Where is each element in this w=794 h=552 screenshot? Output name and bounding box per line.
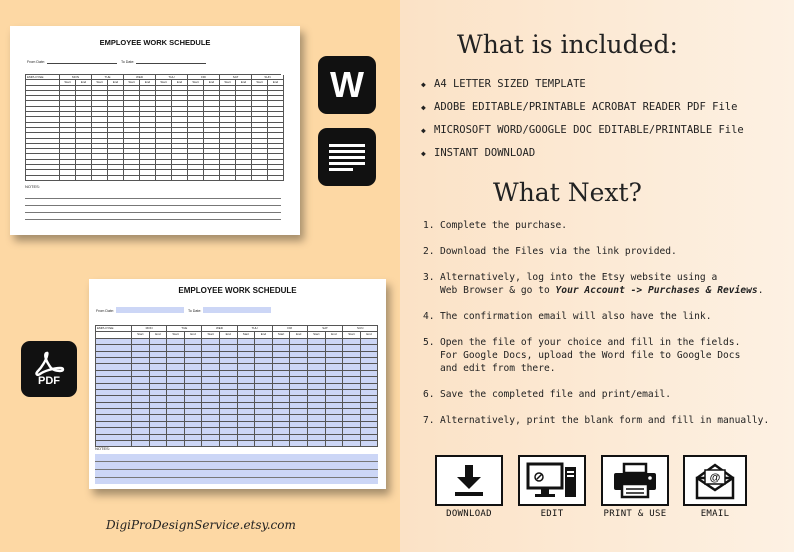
grid-cell	[252, 176, 268, 181]
to-date-field	[203, 307, 271, 313]
notes-label: NOTES:	[95, 446, 110, 451]
computer-icon	[525, 461, 579, 501]
notes-line	[25, 212, 281, 213]
from-date-label: From Date:	[27, 60, 45, 64]
day-header: FRI	[273, 326, 308, 332]
day-header: SAT	[308, 326, 343, 332]
grid-cell	[273, 441, 291, 447]
notes-line	[25, 198, 281, 199]
step-item: 3. Alternatively, log into the Etsy website using a Web Browser & go to Your Account -> Purchases & Reviews.	[423, 272, 764, 296]
email-tile	[683, 455, 747, 519]
grid-cell	[167, 441, 185, 447]
grid-cell	[343, 441, 361, 447]
schedule-preview-pdf	[89, 279, 386, 489]
day-header: SUN	[252, 75, 284, 80]
grid-cell	[308, 441, 326, 447]
from-date-line	[47, 60, 117, 64]
end-header: End	[108, 80, 124, 85]
employee-header: EMPLOYEE	[26, 75, 60, 80]
from-date-label: From Date:	[96, 309, 114, 313]
grid-cell	[140, 176, 156, 181]
shop-url: DigiProDesignService.etsy.com	[106, 518, 296, 532]
schedule-preview-word	[10, 26, 300, 235]
day-header: TUE	[92, 75, 124, 80]
grid-cell	[185, 441, 203, 447]
schedule-title: EMPLOYEE WORK SCHEDULE	[178, 286, 297, 295]
grid-cell	[290, 441, 308, 447]
grid-cell	[255, 441, 273, 447]
step-item: 1. Complete the purchase.	[423, 220, 568, 231]
included-item: ◆ INSTANT DOWNLOAD	[421, 147, 536, 159]
grid-cell	[202, 441, 220, 447]
next-steps-list	[423, 219, 769, 440]
day-header: THU	[238, 326, 273, 332]
start-header: Start	[273, 332, 291, 338]
acrobat-pdf-icon	[21, 341, 77, 397]
grid-cell	[132, 441, 150, 447]
grid-cell	[238, 441, 256, 447]
email-label: EMAIL	[700, 509, 730, 519]
notes-label: NOTES:	[25, 184, 40, 189]
start-header: Start	[308, 332, 326, 338]
day-header: WED	[202, 326, 237, 332]
included-list	[421, 77, 744, 169]
end-header: End	[220, 332, 238, 338]
to-date-line	[136, 60, 206, 64]
download-label: DOWNLOAD	[446, 509, 492, 519]
acrobat-logo-icon	[32, 351, 66, 377]
start-header: Start	[60, 80, 76, 85]
notes-line	[95, 469, 378, 470]
word-icon	[318, 56, 376, 114]
included-item: ◆ A4 LETTER SIZED TEMPLATE	[421, 78, 586, 90]
notes-line	[95, 477, 378, 478]
included-item: ◆ MICROSOFT WORD/GOOGLE DOC EDITABLE/PRINTABLE File	[421, 124, 744, 136]
step-item: 4. The confirmation email will also have the link.	[423, 311, 712, 322]
print-label: PRINT & USE	[603, 509, 667, 519]
download-tile	[435, 455, 503, 519]
start-header: Start	[252, 80, 268, 85]
notes-line	[95, 461, 378, 462]
end-header: End	[361, 332, 379, 338]
doc-icon	[318, 128, 376, 186]
start-header: Start	[220, 80, 236, 85]
schedule-title: EMPLOYEE WORK SCHEDULE	[99, 38, 211, 47]
start-header: Start	[343, 332, 361, 338]
day-header: SAT	[220, 75, 252, 80]
printer-icon	[611, 462, 659, 500]
grid-cell	[236, 176, 252, 181]
email-icon	[693, 462, 737, 500]
end-header: End	[172, 80, 188, 85]
print-tile	[601, 455, 669, 519]
pdf-text: PDF	[38, 375, 60, 387]
word-icon-letter: W	[330, 64, 364, 105]
grid-cell	[76, 176, 92, 181]
end-header: End	[255, 332, 273, 338]
start-header: Start	[188, 80, 204, 85]
start-header: Start	[132, 332, 150, 338]
grid-cell	[60, 176, 76, 181]
next-heading: What Next?	[493, 178, 642, 207]
grid-cell	[220, 176, 236, 181]
edit-tile	[518, 455, 586, 519]
employee-header: EMPLOYEE	[96, 326, 132, 332]
grid-cell	[361, 441, 379, 447]
svg-text:@: @	[709, 471, 721, 484]
edit-label: EDIT	[540, 509, 564, 519]
schedule-grid	[25, 74, 281, 181]
schedule-grid	[95, 325, 378, 447]
end-header: End	[326, 332, 344, 338]
grid-cell	[326, 441, 344, 447]
included-item: ◆ ADOBE EDITABLE/PRINTABLE ACROBAT READER PDF File	[421, 101, 738, 113]
day-header: MON	[60, 75, 92, 80]
grid-cell	[150, 441, 168, 447]
grid-cell	[188, 176, 204, 181]
download-icon	[449, 463, 489, 499]
end-header: End	[185, 332, 203, 338]
from-date-field	[116, 307, 184, 313]
notes-line	[25, 205, 281, 206]
end-header: End	[290, 332, 308, 338]
account-path: Your Account -> Purchases & Reviews	[555, 285, 758, 296]
end-header: End	[268, 80, 284, 85]
start-header: Start	[92, 80, 108, 85]
end-header: End	[140, 80, 156, 85]
start-header: Start	[202, 332, 220, 338]
day-header: MON	[132, 326, 167, 332]
grid-cell	[92, 176, 108, 181]
step-item: 7. Alternatively, print the blank form and fill in manually.	[423, 415, 770, 426]
day-header: WED	[124, 75, 156, 80]
grid-cell	[108, 176, 124, 181]
date-fields	[96, 307, 275, 313]
end-header: End	[150, 332, 168, 338]
included-heading: What is included:	[457, 30, 678, 59]
date-fields	[27, 60, 210, 64]
grid-cell	[268, 176, 284, 181]
step-item: 2. Download the Files via the link provided.	[423, 246, 677, 257]
day-header: THU	[156, 75, 188, 80]
grid-cell	[220, 441, 238, 447]
grid-cell	[204, 176, 220, 181]
end-header: End	[204, 80, 220, 85]
grid-cell	[26, 176, 60, 181]
grid-cell	[172, 176, 188, 181]
start-header: Start	[156, 80, 172, 85]
to-date-label: To Date:	[120, 60, 135, 64]
day-header: TUE	[167, 326, 202, 332]
notes-line	[25, 219, 281, 220]
step-item: 6. Save the completed file and print/email.	[423, 389, 672, 400]
end-header: End	[76, 80, 92, 85]
to-date-label: To Date:	[187, 309, 202, 313]
start-header: Start	[124, 80, 140, 85]
step-item: 5. Open the file of your choice and fill in the fields. For Google Docs, upload the Word file to Google Docs and edit from there.	[423, 337, 741, 374]
start-header: Start	[167, 332, 185, 338]
end-header: End	[236, 80, 252, 85]
grid-cell	[156, 176, 172, 181]
grid-cell	[124, 176, 140, 181]
start-header: Start	[238, 332, 256, 338]
day-header: FRI	[188, 75, 220, 80]
day-header: SUN	[343, 326, 378, 332]
